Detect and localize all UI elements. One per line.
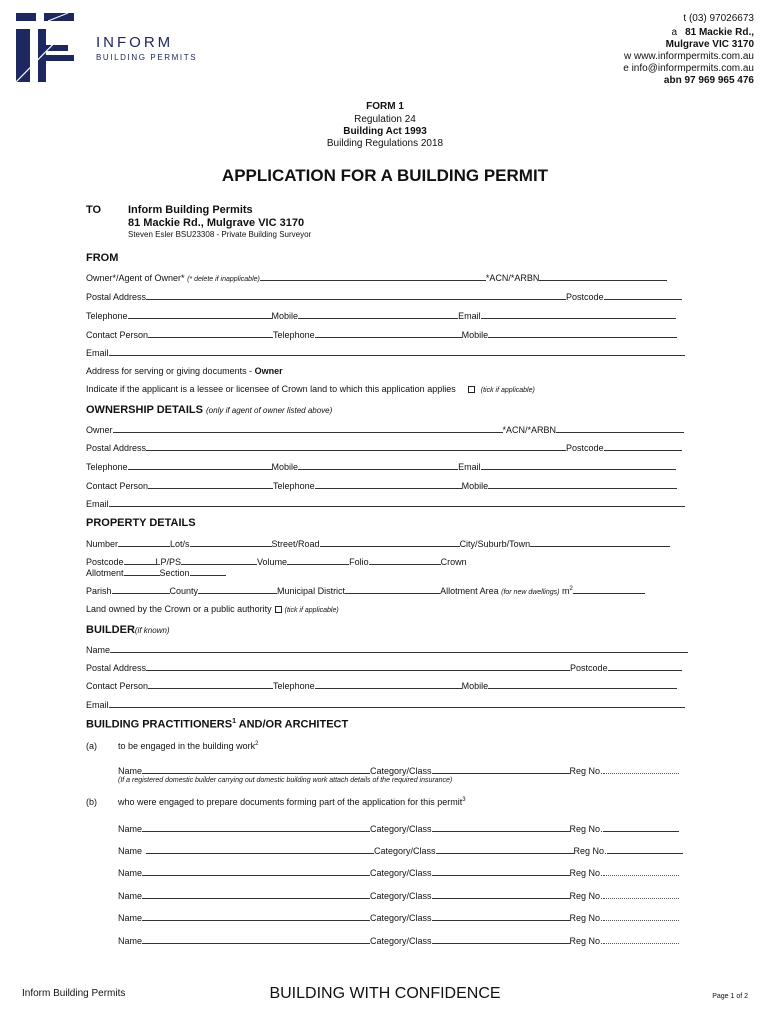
practitioner-b-row[interactable]: Name Category/Class Reg No. [118, 913, 679, 923]
builder-telephone-field[interactable] [315, 681, 462, 689]
mobile-label: Mobile [271, 311, 299, 321]
telephone-label: Telephone [273, 330, 315, 340]
allotment-field[interactable] [124, 568, 160, 576]
builder-contact-row[interactable]: Contact Person Telephone Mobile [86, 681, 677, 691]
practitioner-b-row[interactable]: Name Category/Class Reg No. [118, 824, 679, 834]
contact-phone: t (03) 97026673 [683, 13, 754, 24]
building-act: Building Act 1993 [343, 126, 427, 137]
contact-address-line2: Mulgrave VIC 3170 [665, 39, 754, 50]
allotment-area-field[interactable] [573, 586, 645, 594]
contact-person-field[interactable] [148, 330, 273, 338]
property-parish-row[interactable]: Parish County Municipal District Allotment Area (for new dwellings) $m^2$ [86, 586, 645, 596]
to-name: Inform Building Permits [128, 204, 253, 216]
practitioner-b-reg-field[interactable] [603, 936, 679, 944]
to-surveyor: Steven Esler BSU23308 - Private Building Surveyor [128, 230, 312, 239]
builder-postcode-field[interactable] [608, 663, 682, 671]
builder-name-row[interactable]: Name [86, 645, 688, 655]
ownership-heading: OWNERSHIP DETAILS (only if agent of owner listed above) [86, 404, 333, 416]
from-phone-row[interactable] [86, 311, 676, 321]
practitioner-b-row[interactable]: Name Category/Class Reg No. [118, 936, 679, 946]
owner-note: (* delete if inapplicable) [187, 276, 260, 283]
crown-land-row: Indicate if the applicant is a lessee or licensee of Crown land to which this application applies (tick if applicable) [86, 384, 535, 394]
footer-company: Inform Building Permits [22, 988, 126, 999]
folio-field[interactable] [369, 557, 441, 565]
ownership-owner-field[interactable] [113, 425, 503, 433]
property-allotment-row[interactable]: Allotment Section [86, 568, 226, 578]
email-field[interactable] [109, 348, 685, 356]
lots-field[interactable] [190, 539, 272, 547]
property-postcode-field[interactable] [124, 557, 156, 565]
practitioner-b-category-field[interactable] [432, 868, 570, 876]
from-heading: FROM [86, 252, 119, 264]
page-number: Page 1 of 2 [712, 993, 748, 1000]
to-address: 81 Mackie Rd., Mulgrave VIC 3170 [128, 217, 305, 229]
contact-abn: abn 97 969 965 476 [663, 75, 754, 86]
property-crown-row: Land owned by the Crown or a public authority (tick if applicable) [86, 604, 339, 614]
acn-label: *ACN/*ARBN [485, 273, 540, 283]
mobile-field[interactable] [298, 311, 458, 319]
section-field[interactable] [190, 568, 226, 576]
contact-email: e info@informpermits.com.au [623, 63, 754, 74]
ownership-email2-field[interactable] [109, 499, 685, 507]
street-field[interactable] [320, 539, 460, 547]
ownership-postcode-field[interactable] [604, 443, 682, 451]
lpps-field[interactable] [181, 557, 257, 565]
parish-field[interactable] [112, 586, 170, 594]
company-subtitle: BUILDING PERMITS [96, 53, 198, 62]
ownership-email-row[interactable]: Email [86, 499, 685, 509]
contact-person-label: Contact Person [86, 330, 149, 340]
practitioner-b-name-field[interactable] [146, 846, 374, 854]
practitioner-b-reg-field[interactable] [603, 824, 679, 832]
practitioners-b-label: (b) [86, 797, 97, 807]
from-contact-row[interactable] [86, 330, 677, 340]
practitioner-a-reg-field[interactable] [603, 766, 679, 774]
practitioner-b-category-field[interactable] [432, 913, 570, 921]
practitioner-a-category-field[interactable] [432, 766, 570, 774]
email-field[interactable] [481, 311, 676, 319]
company-logo [16, 13, 74, 82]
from-email-row[interactable] [86, 348, 685, 358]
builder-postal-row[interactable]: Postal Address Postcode [86, 663, 682, 673]
ownership-acn-field[interactable] [556, 425, 684, 433]
practitioners-a-label: (a) [86, 741, 97, 751]
practitioner-a-row[interactable]: Name Category/Class Reg No. [118, 766, 679, 776]
mobile-field[interactable] [488, 330, 677, 338]
ownership-telephone2-field[interactable] [315, 481, 462, 489]
practitioner-b-category-field[interactable] [432, 824, 570, 832]
ownership-mobile2-field[interactable] [488, 481, 677, 489]
postal-label: Postal Address [86, 292, 147, 302]
telephone-label: Telephone [86, 311, 128, 321]
property-crown-checkbox[interactable] [275, 606, 282, 613]
ownership-contact-row[interactable]: Contact Person Telephone Mobile [86, 481, 677, 491]
builder-contact-field[interactable] [148, 681, 273, 689]
crown-land-checkbox[interactable] [468, 386, 475, 393]
building-regulations: Building Regulations 2018 [326, 138, 444, 149]
form-number: FORM 1 [366, 101, 404, 112]
volume-field[interactable] [287, 557, 349, 565]
practitioner-b-reg-field[interactable] [603, 891, 679, 899]
city-field[interactable] [530, 539, 670, 547]
builder-postal-field[interactable] [146, 663, 570, 671]
practitioners-a-note: (If a registered domestic builder carrying out domestic building work attach details of the required insurance) [118, 777, 453, 784]
acn-field[interactable] [539, 273, 667, 281]
practitioner-a-name-field[interactable] [142, 766, 370, 774]
serving-address-row: Address for serving or giving documents - Owner [86, 366, 283, 376]
ownership-owner-row[interactable]: Owner *ACN/*ARBN [86, 425, 684, 435]
practitioner-b-reg-field[interactable] [603, 913, 679, 921]
practitioner-b-name-field[interactable] [142, 913, 370, 921]
postcode-field[interactable] [604, 292, 682, 300]
owner-field[interactable] [260, 273, 486, 281]
practitioners-a-text: to be engaged in the building work$^2$ [118, 741, 259, 751]
practitioner-b-category-field[interactable] [432, 936, 570, 944]
company-name: INFORM [96, 34, 174, 51]
ownership-email-field[interactable] [481, 462, 676, 470]
postal-field[interactable] [146, 292, 566, 300]
property-number-row[interactable]: Number Lot/s Street/Road City/Suburb/Town [86, 539, 670, 549]
practitioner-b-reg-field[interactable] [603, 868, 679, 876]
practitioner-b-name-field[interactable] [142, 891, 370, 899]
practitioner-b-name-field[interactable] [142, 936, 370, 944]
to-label: TO [86, 204, 102, 216]
practitioners-heading: BUILDING PRACTITIONERS$^1$ AND/OR ARCHITECT [86, 718, 349, 731]
mobile-label: Mobile [461, 330, 489, 340]
regulation: Regulation 24 [354, 114, 416, 125]
telephone-field[interactable] [128, 311, 272, 319]
property-postcode-row[interactable]: Postcode LP/PS Volume Folio Crown [86, 557, 467, 567]
ownership-telephone-field[interactable] [128, 462, 272, 470]
builder-heading: BUILDER(if known) [86, 624, 170, 636]
footer-slogan: BUILDING WITH CONFIDENCE [269, 985, 501, 1002]
page-title: APPLICATION FOR A BUILDING PERMIT [221, 166, 549, 185]
builder-name-field[interactable] [110, 645, 688, 653]
practitioner-b-category-field[interactable] [432, 891, 570, 899]
email-label: Email [458, 311, 481, 321]
ownership-contact-field[interactable] [148, 481, 273, 489]
municipal-field[interactable] [345, 586, 440, 594]
contact-address-line1: a 81 Mackie Rd., [671, 27, 754, 38]
practitioner-b-name-field[interactable] [142, 824, 370, 832]
from-postal-row[interactable] [86, 292, 682, 302]
practitioner-b-category-field[interactable] [436, 846, 574, 854]
practitioners-b-text: who were engaged to prepare documents forming part of the application for this permit$^3$ [118, 797, 466, 807]
practitioner-b-name-field[interactable] [142, 868, 370, 876]
contact-website: w www.informpermits.com.au [623, 51, 754, 62]
practitioner-b-row[interactable]: Name Category/Class Reg No. [118, 846, 683, 856]
county-field[interactable] [198, 586, 277, 594]
ownership-mobile-field[interactable] [298, 462, 458, 470]
from-owner-row[interactable] [86, 273, 667, 283]
practitioner-b-row[interactable]: Name Category/Class Reg No. [118, 891, 679, 901]
practitioner-b-reg-field[interactable] [607, 846, 683, 854]
email-label: Email [86, 348, 109, 358]
owner-label: Owner*/Agent of Owner* [86, 273, 185, 283]
practitioner-b-row[interactable]: Name Category/Class Reg No. [118, 868, 679, 878]
ownership-postal-field[interactable] [146, 443, 566, 451]
ownership-phone-row[interactable]: Telephone Mobile Email [86, 462, 676, 472]
number-field[interactable] [118, 539, 170, 547]
postcode-label: Postcode [566, 292, 604, 302]
builder-email-row[interactable]: Email [86, 700, 685, 710]
property-heading: PROPERTY DETAILS [86, 517, 196, 529]
telephone-field[interactable] [315, 330, 462, 338]
builder-mobile-field[interactable] [488, 681, 677, 689]
builder-email-field[interactable] [109, 700, 685, 708]
ownership-postal-row[interactable]: Postal Address Postcode [86, 443, 682, 453]
